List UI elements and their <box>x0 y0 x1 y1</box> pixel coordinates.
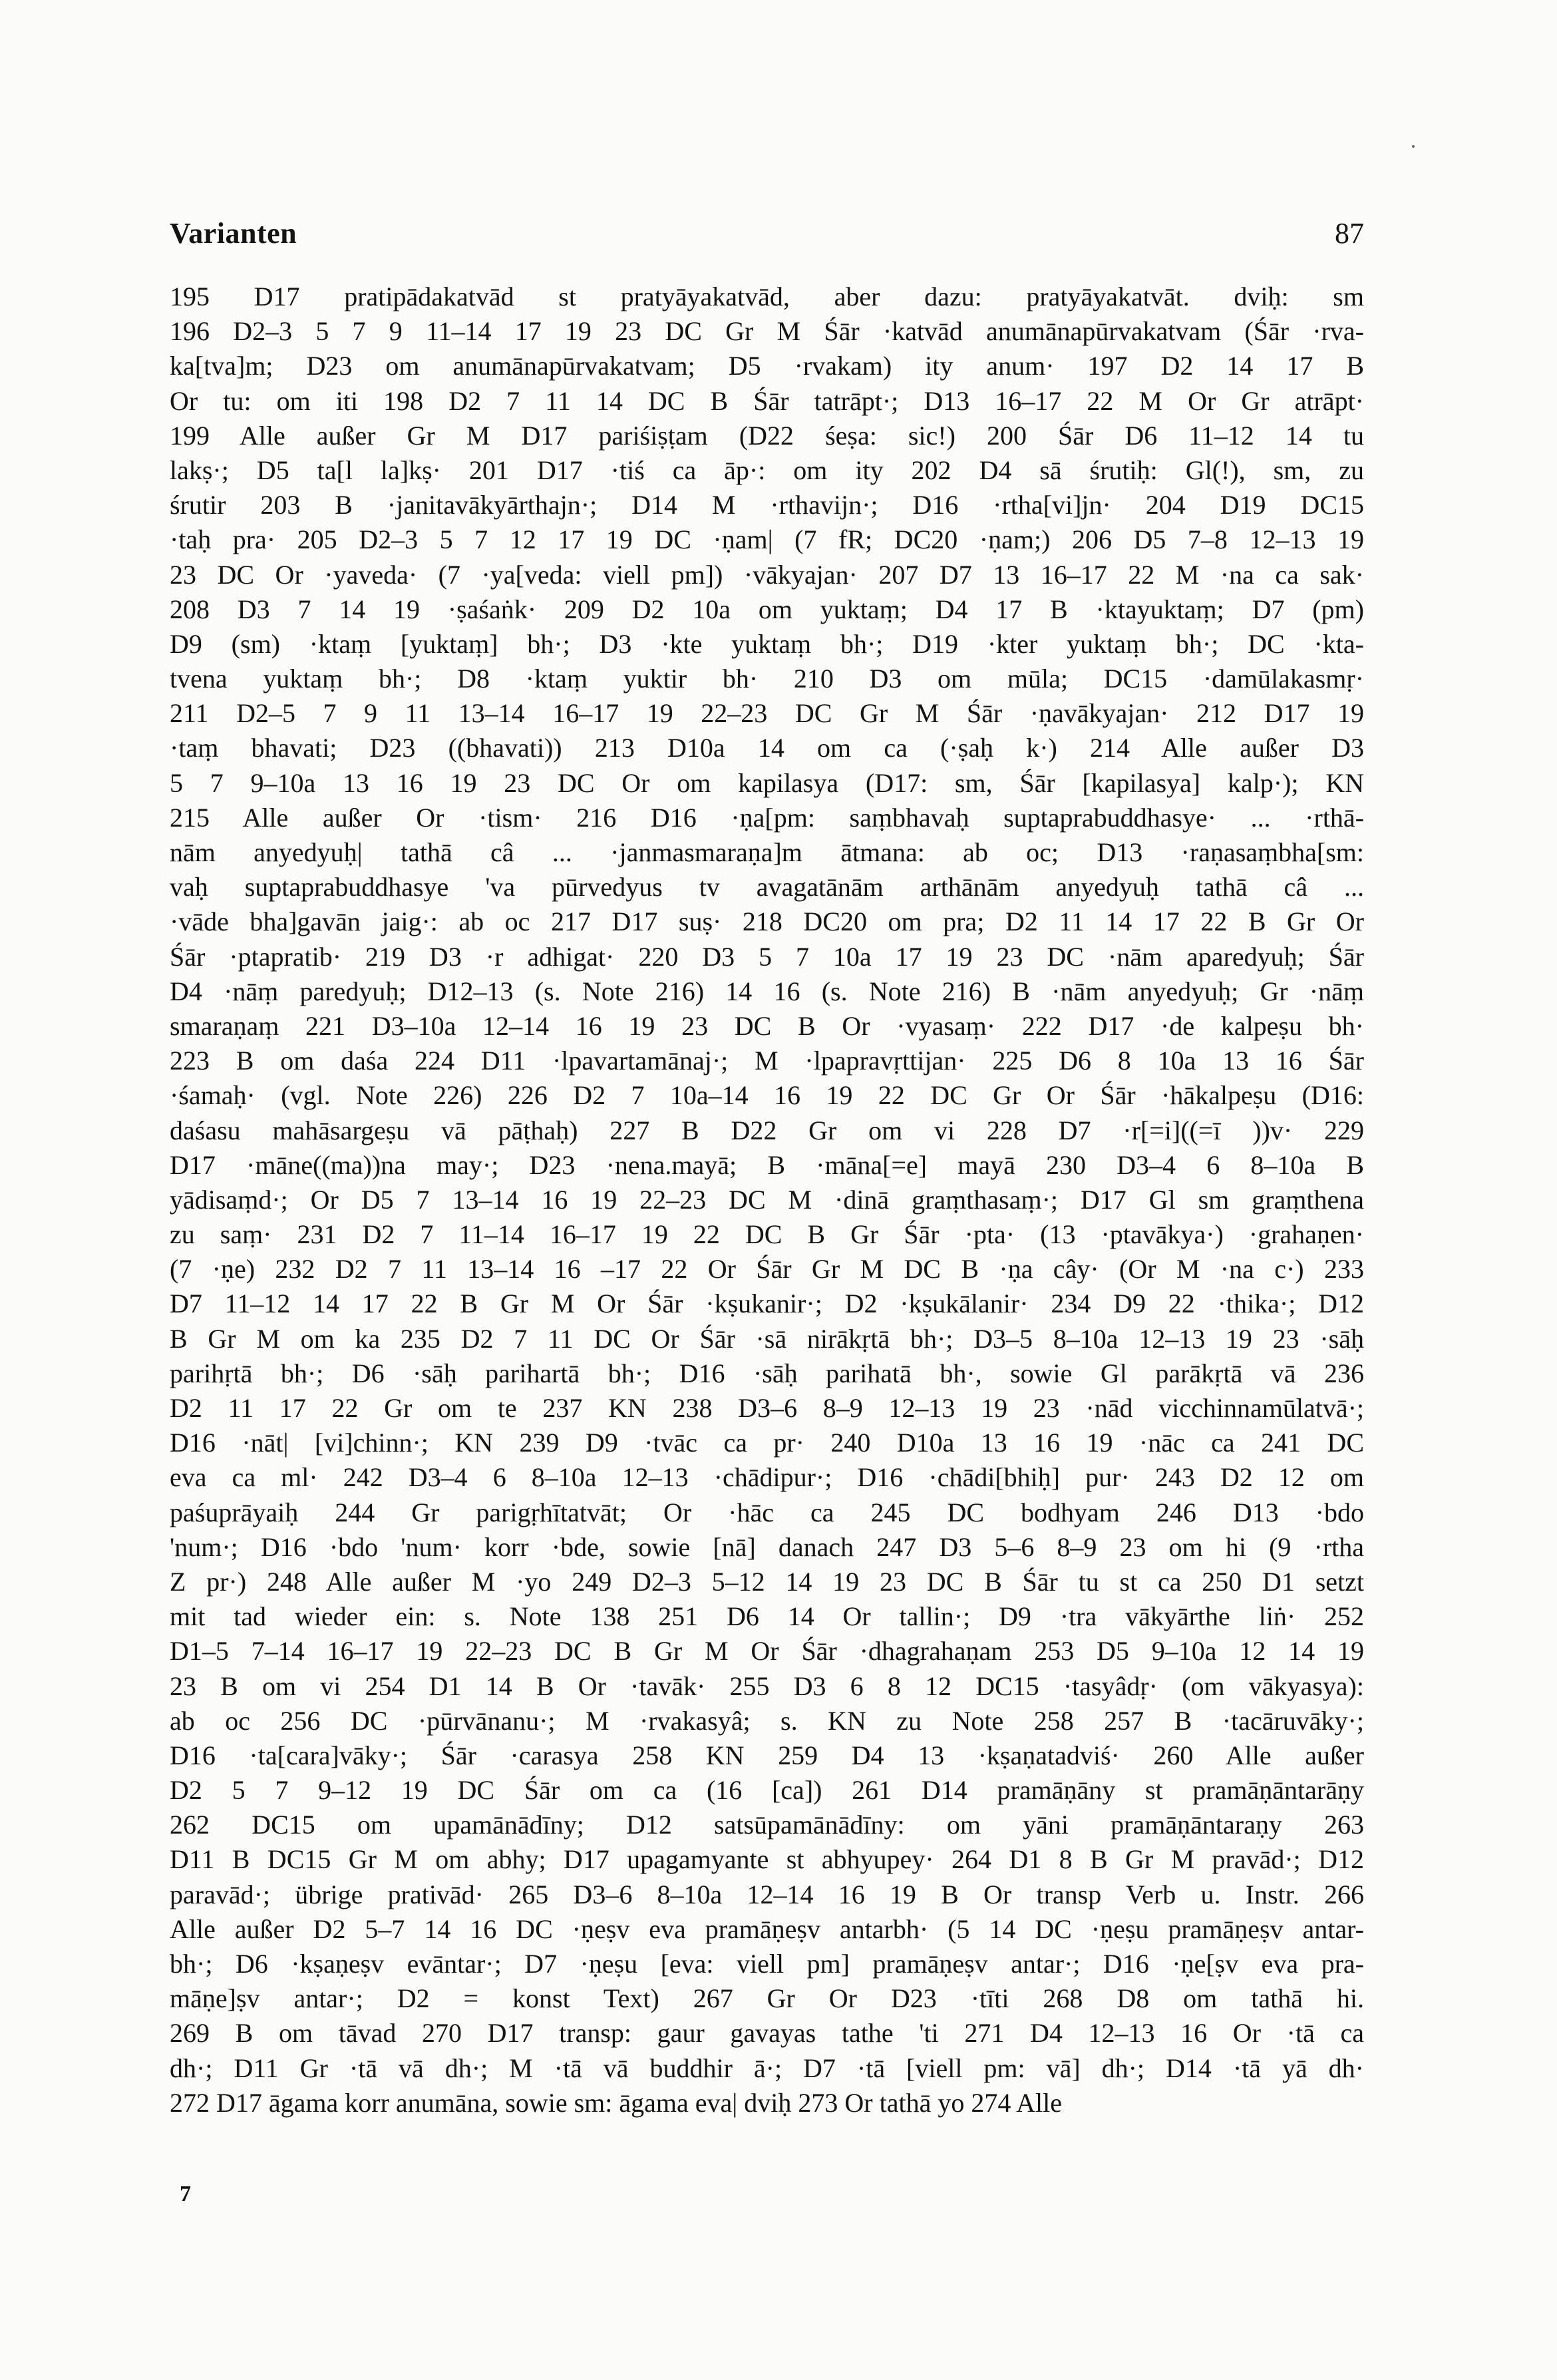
apparatus-line: eva ca ml· 242 D3–4 6 8–10a 12–13 ·chādipur·; D16 ·chādi[bhiḥ] pur· 243 D2 12 om <box>170 1462 1364 1493</box>
apparatus-line: paravād·; übrige prativād· 265 D3–6 8–10a 12–14 16 19 B Or transp Verb u. Instr. 266 <box>170 1879 1364 1909</box>
apparatus-line: 215 Alle außer Or ·tism· 216 D16 ·ṇa[pm: saṃbhavaḥ suptaprabuddhasye· ... ·rthā- <box>170 802 1364 833</box>
apparatus-line: D2 11 17 22 Gr om te 237 KN 238 D3–6 8–9 12–13 19 23 ·nād vicchinnamūlatvā·; <box>170 1393 1364 1423</box>
apparatus-line: śrutir 203 B ·janitavākyārthajn·; D14 M ·rthavijn·; D16 ·rtha[vi]jn· 204 D19 DC15 <box>170 490 1364 520</box>
apparatus-line: daśasu mahāsargeṣu vā pāṭhaḥ) 227 B D22 Gr om vi 228 D7 ·r[=i]((=ī ))v· 229 <box>170 1115 1364 1145</box>
apparatus-line: ·taḥ pra· 205 D2–3 5 7 12 17 19 DC ·ṇam| (7 fR; DC20 ·ṇam;) 206 D5 7–8 12–13 19 <box>170 524 1364 555</box>
signature-mark: 7 <box>180 2182 191 2206</box>
apparatus-line: D17 ·māne((ma))na may·; D23 ·nena.mayā; B ·māna[=e] mayā 230 D3–4 6 8–10a B <box>170 1149 1364 1180</box>
apparatus-line: 262 DC15 om upamānādīny; D12 satsūpamānādīny: om yāni pramāṇāntaraṇy 263 <box>170 1810 1364 1840</box>
apparatus-line: D1–5 7–14 16–17 19 22–23 DC B Gr M Or Śār ·dhagrahaṇam 253 D5 9–10a 12 14 19 <box>170 1636 1364 1667</box>
apparatus-line: Or tu: om iti 198 D2 7 11 14 DC B Śār tatrāpt·; D13 16–17 22 M Or Gr atrāpt· <box>170 385 1364 416</box>
apparatus-line: yādisaṃd·; Or D5 7 13–14 16 19 22–23 DC M ·dinā graṃthasaṃ·; D17 Gl sm graṃthena <box>170 1184 1364 1215</box>
apparatus-line: (7 ·ṇe) 232 D2 7 11 13–14 16 –17 22 Or Śār Gr M DC B ·ṇa cây· (Or M ·na c·) 233 <box>170 1254 1364 1285</box>
apparatus-line: D7 11–12 14 17 22 B Gr M Or Śār ·kṣukanir·; D2 ·kṣukālanir· 234 D9 22 ·thika·; D12 <box>170 1289 1364 1319</box>
apparatus-line: 199 Alle außer Gr M D17 pariśiṣṭam (D22 śeṣa: sic!) 200 Śār D6 11–12 14 tu <box>170 420 1364 451</box>
apparatus-line: māṇe]ṣv antar·; D2 = konst Text) 267 Gr Or D23 ·tīti 268 D8 om tathā hi. <box>170 1983 1364 2014</box>
apparatus-line: D9 (sm) ·ktaṃ [yuktaṃ] bh·; D3 ·kte yuktaṃ bh·; D19 ·kter yuktaṃ bh·; DC ·kta- <box>170 628 1364 659</box>
apparatus-line: mit tad wieder ein: s. Note 138 251 D6 14 Or tallin·; D9 ·tra vākyārthe liṅ· 252 <box>170 1601 1364 1632</box>
apparatus-line: B Gr M om ka 235 D2 7 11 DC Or Śār ·sā nirākṛtā bh·; D3–5 8–10a 12–13 19 23 ·sāḥ <box>170 1323 1364 1354</box>
apparatus-line: D11 B DC15 Gr M om abhy; D17 upagamyante st abhyupey· 264 D1 8 B Gr M pravād·; D12 <box>170 1844 1364 1875</box>
apparatus-line: 'num·; D16 ·bdo 'num· korr ·bde, sowie [nā] danach 247 D3 5–6 8–9 23 om hi (9 ·rtha <box>170 1531 1364 1562</box>
apparatus-line: 5 7 9–10a 13 16 19 23 DC Or om kapilasya (D17: sm, Śār [kapilasya] kalp·); KN <box>170 767 1364 798</box>
apparatus-line: ·taṃ bhavati; D23 ((bhavati)) 213 D10a 14 om ca (·ṣaḥ k·) 214 Alle außer D3 <box>170 733 1364 763</box>
apparatus-line: dh·; D11 Gr ·tā vā dh·; M ·tā vā buddhir ā·; D7 ·tā [viell pm: vā] dh·; D14 ·tā yā dh· <box>170 2053 1364 2083</box>
apparatus-line: D2 5 7 9–12 19 DC Śār om ca (16 [ca]) 261 D14 pramāṇāny st pramāṇāntarāṇy <box>170 1775 1364 1806</box>
apparatus-line: parihṛtā bh·; D6 ·sāḥ parihartā bh·; D16 ·sāḥ parihatā bh·, sowie Gl parākṛtā vā 236 <box>170 1358 1364 1388</box>
apparatus-line: Z pr·) 248 Alle außer M ·yo 249 D2–3 5–12 14 19 23 DC B Śār tu st ca 250 D1 setzt <box>170 1566 1364 1597</box>
apparatus-line: nām anyedyuḥ| tathā câ ... ·janmasmaraṇa]m ātmana: ab oc; D13 ·raṇasaṃbha[sm: <box>170 837 1364 867</box>
apparatus-line: 23 DC Or ·yaveda· (7 ·ya[veda: viell pm]) ·vākyajan· 207 D7 13 16–17 22 M ·na ca sak· <box>170 559 1364 590</box>
apparatus-line: Śār ·ptapratib· 219 D3 ·r adhigat· 220 D3 5 7 10a 17 19 23 DC ·nām aparedyuḥ; Śār <box>170 941 1364 972</box>
critical-apparatus <box>170 280 1364 2120</box>
running-title: Varianten <box>170 217 297 250</box>
apparatus-line: D16 ·ta[cara]vāky·; Śār ·carasya 258 KN 259 D4 13 ·kṣaṇatadviś· 260 Alle außer <box>170 1740 1364 1770</box>
apparatus-line: zu saṃ· 231 D2 7 11–14 16–17 19 22 DC B Gr Śār ·pta· (13 ·ptavākya·) ·grahaṇen· <box>170 1219 1364 1250</box>
apparatus-line: 23 B om vi 254 D1 14 B Or ·tavāk· 255 D3 6 8 12 DC15 ·tasyâdṛ· (om vākyasya): <box>170 1671 1364 1701</box>
apparatus-line: vaḥ suptaprabuddhasye 'va pūrvedyus tv avagatānām arthānām anyedyuḥ tathā câ ... <box>170 872 1364 902</box>
apparatus-line: lakṣ·; D5 ta[l la]kṣ· 201 D17 ·tiś ca āp·: om ity 202 D4 sā śrutiḥ: Gl(!), sm, zu <box>170 455 1364 485</box>
page-number: 87 <box>1335 217 1364 250</box>
paper-speck <box>1412 145 1415 148</box>
apparatus-line: 196 D2–3 5 7 9 11–14 17 19 23 DC Gr M Śār ·katvād anumānapūrvakatvam (Śār ·rva- <box>170 316 1364 347</box>
apparatus-line: paśuprāyaiḥ 244 Gr parigṛhītatvāt; Or ·hāc ca 245 DC bodhyam 246 D13 ·bdo <box>170 1497 1364 1527</box>
apparatus-line: Alle außer D2 5–7 14 16 DC ·ṇeṣv eva pramāṇeṣv antarbh· (5 14 DC ·ṇeṣu pramāṇeṣv antar- <box>170 1913 1364 1944</box>
page-header <box>170 216 1364 256</box>
apparatus-line: 272 D17 āgama korr anumāna, sowie sm: āgama eva| dviḥ 273 Or tathā yo 274 Alle <box>170 2087 1062 2118</box>
apparatus-line: smaraṇaṃ 221 D3–10a 12–14 16 19 23 DC B Or ·vyasaṃ· 222 D17 ·de kalpeṣu bh· <box>170 1010 1364 1041</box>
apparatus-line: 208 D3 7 14 19 ·ṣaśaṅk· 209 D2 10a om yuktaṃ; D4 17 B ·ktayuktaṃ; D7 (pm) <box>170 594 1364 624</box>
apparatus-line: D16 ·nāt| [vi]chinn·; KN 239 D9 ·tvāc ca pr· 240 D10a 13 16 19 ·nāc ca 241 DC <box>170 1428 1364 1458</box>
apparatus-line: 223 B om daśa 224 D11 ·lpavartamānaj·; M ·lpapravṛttijan· 225 D6 8 10a 13 16 Śār <box>170 1046 1364 1076</box>
apparatus-line: D4 ·nāṃ paredyuḥ; D12–13 (s. Note 216) 14 16 (s. Note 216) B ·nām anyedyuḥ; Gr ·nāṃ <box>170 976 1364 1006</box>
apparatus-line: 211 D2–5 7 9 11 13–14 16–17 19 22–23 DC Gr M Śār ·ṇavākyajan· 212 D17 19 <box>170 698 1364 729</box>
apparatus-line: bh·; D6 ·kṣaṇeṣv evāntar·; D7 ·ṇeṣu [eva: viell pm] pramāṇeṣv antar·; D16 ·ṇe[ṣv eva pra- <box>170 1949 1364 1979</box>
apparatus-line: ·śamaḥ· (vgl. Note 226) 226 D2 7 10a–14 16 19 22 DC Gr Or Śār ·hākalpeṣu (D16: <box>170 1080 1364 1111</box>
apparatus-line: ab oc 256 DC ·pūrvānanu·; M ·rvakasyâ; s. KN zu Note 258 257 B ·tacāruvāky·; <box>170 1705 1364 1736</box>
apparatus-line: tvena yuktaṃ bh·; D8 ·ktaṃ yuktir bh· 210 D3 om mūla; DC15 ·damūlakasmṛ· <box>170 664 1364 694</box>
apparatus-line: ·vāde bha]gavān jaig·: ab oc 217 D17 suṣ· 218 DC20 om pra; D2 11 14 17 22 B Gr Or <box>170 906 1364 937</box>
apparatus-line: ka[tva]m; D23 om anumānapūrvakatvam; D5 ·rvakam) ity anum· 197 D2 14 17 B <box>170 351 1364 381</box>
apparatus-line: 195 D17 pratipādakatvād st pratyāyakatvād, aber dazu: pratyāyakatvāt. dviḥ: sm <box>170 282 1364 311</box>
apparatus-line: 269 B om tāvad 270 D17 transp: gaur gavayas tathe 'ti 271 D4 12–13 16 Or ·tā ca <box>170 2018 1364 2049</box>
